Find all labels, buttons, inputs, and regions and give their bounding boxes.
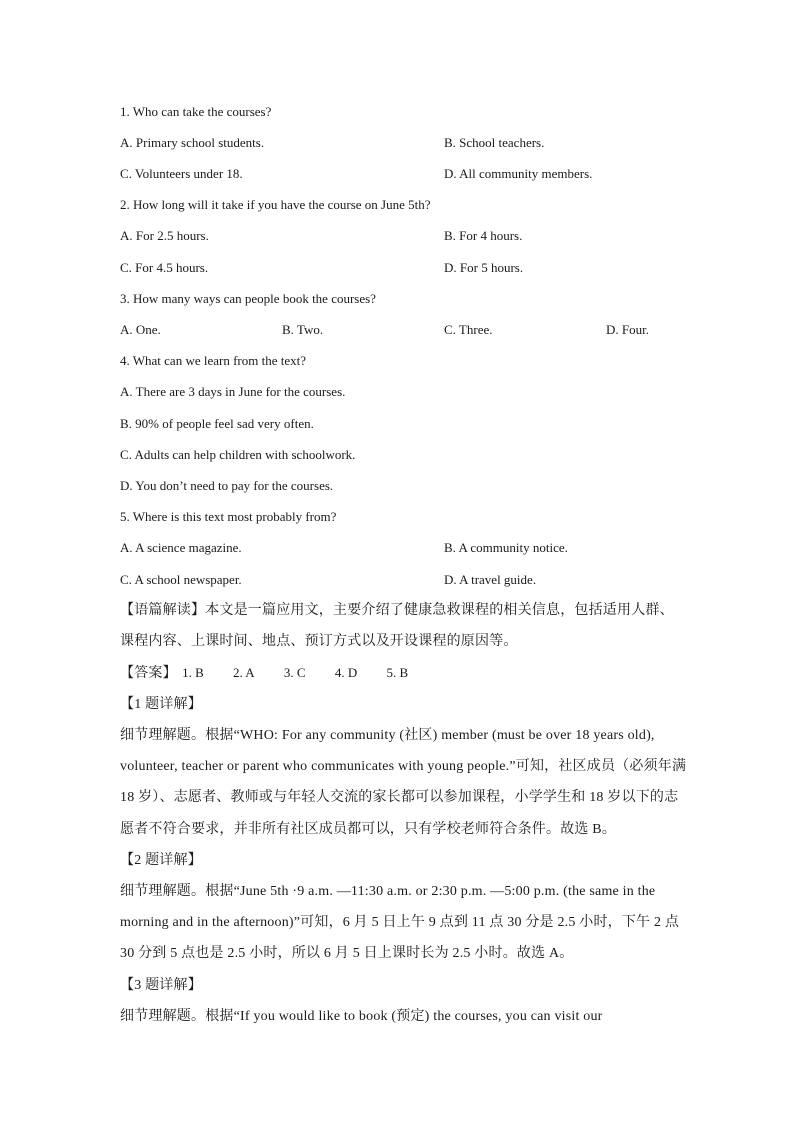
question-5-option-a: A. A science magazine. [120, 540, 242, 555]
question-3-stem: 3. How many ways can people book the courses? [120, 291, 376, 306]
question-4-option-c: C. Adults can help children with schoolwork. [120, 447, 356, 462]
detail-1-line: volunteer, teacher or parent who communicates with young people.”可知，社区成员（必须年满 [120, 759, 687, 774]
analysis-line-2: 课程内容、上课时间、地点、预订方式以及开设课程的原因等。 [120, 634, 518, 649]
question-3-option-b: B. Two. [282, 322, 324, 337]
question-2-option-b: B. For 4 hours. [444, 228, 523, 243]
answer-item: 3. C [283, 665, 306, 680]
question-1-option-a: A. Primary school students. [120, 135, 265, 150]
detail-1-heading: 【1 题详解】 [120, 697, 202, 712]
detail-3-heading: 【3 题详解】 [120, 978, 202, 993]
question-2-stem: 2. How long will it take if you have the course on June 5th? [120, 197, 431, 212]
question-2-option-d: D. For 5 hours. [444, 260, 524, 275]
answer-item: 4. D [334, 665, 358, 680]
analysis-line-1: 【语篇解读】本文是一篇应用文，主要介绍了健康急救课程的相关信息，包括适用人群、 [120, 603, 674, 618]
detail-1-line: 愿者不符合要求，并非所有社区成员都可以，只有学校老师符合条件。故选 B。 [120, 822, 617, 837]
detail-2-line: morning and in the afternoon)”可知，6 月 5 日上午 9 点到 11 点 30 分是 2.5 小时，下午 2 点 [120, 915, 680, 930]
question-4-option-d: D. You don’t need to pay for the courses. [120, 478, 334, 493]
question-1-option-c: C. Volunteers under 18. [120, 166, 243, 181]
answer-item: 1. B [182, 665, 204, 680]
answer-item: 2. A [232, 665, 255, 680]
answer-label: 【答案】 [120, 666, 177, 681]
detail-3-line: 细节理解题。根据“If you would like to book (预定) the courses, you can visit our [120, 1009, 603, 1024]
question-2-option-a: A. For 2.5 hours. [120, 228, 209, 243]
question-5-option-b: B. A community notice. [444, 540, 568, 555]
question-1-option-b: B. School teachers. [444, 135, 545, 150]
question-5-stem: 5. Where is this text most probably from? [120, 509, 337, 524]
question-1-stem: 1. Who can take the courses? [120, 104, 272, 119]
answer-item: 5. B [386, 665, 409, 680]
detail-2-line: 30 分到 5 点也是 2.5 小时，所以 6 月 5 日上课时长为 2.5 小时。故选 A。 [120, 946, 574, 961]
question-4-option-b: B. 90% of people feel sad very often. [120, 416, 314, 431]
question-4-stem: 4. What can we learn from the text? [120, 353, 307, 368]
detail-1-line: 细节理解题。根据“WHO: For any community (社区) member (must be over 18 years old), [120, 728, 655, 743]
detail-2-heading: 【2 题详解】 [120, 853, 202, 868]
question-4-option-a: A. There are 3 days in June for the courses. [120, 384, 346, 399]
question-3-option-d: D. Four. [606, 322, 649, 337]
answer-key [120, 665, 434, 682]
question-5-option-d: D. A travel guide. [444, 572, 537, 587]
question-5-option-c: C. A school newspaper. [120, 572, 242, 587]
question-3-option-a: A. One. [120, 322, 161, 337]
question-3-option-c: C. Three. [444, 322, 493, 337]
question-1-option-d: D. All community members. [444, 166, 593, 181]
detail-1-line: 18 岁）、志愿者、教师或与年轻人交流的家长都可以参加课程，小学学生和 18 岁以下的志 [120, 790, 679, 805]
question-2-option-c: C. For 4.5 hours. [120, 260, 209, 275]
detail-2-line: 细节理解题。根据“June 5th ·9 a.m. —11:30 a.m. or 2:30 p.m. —5:00 p.m. (the same in the [120, 884, 656, 899]
